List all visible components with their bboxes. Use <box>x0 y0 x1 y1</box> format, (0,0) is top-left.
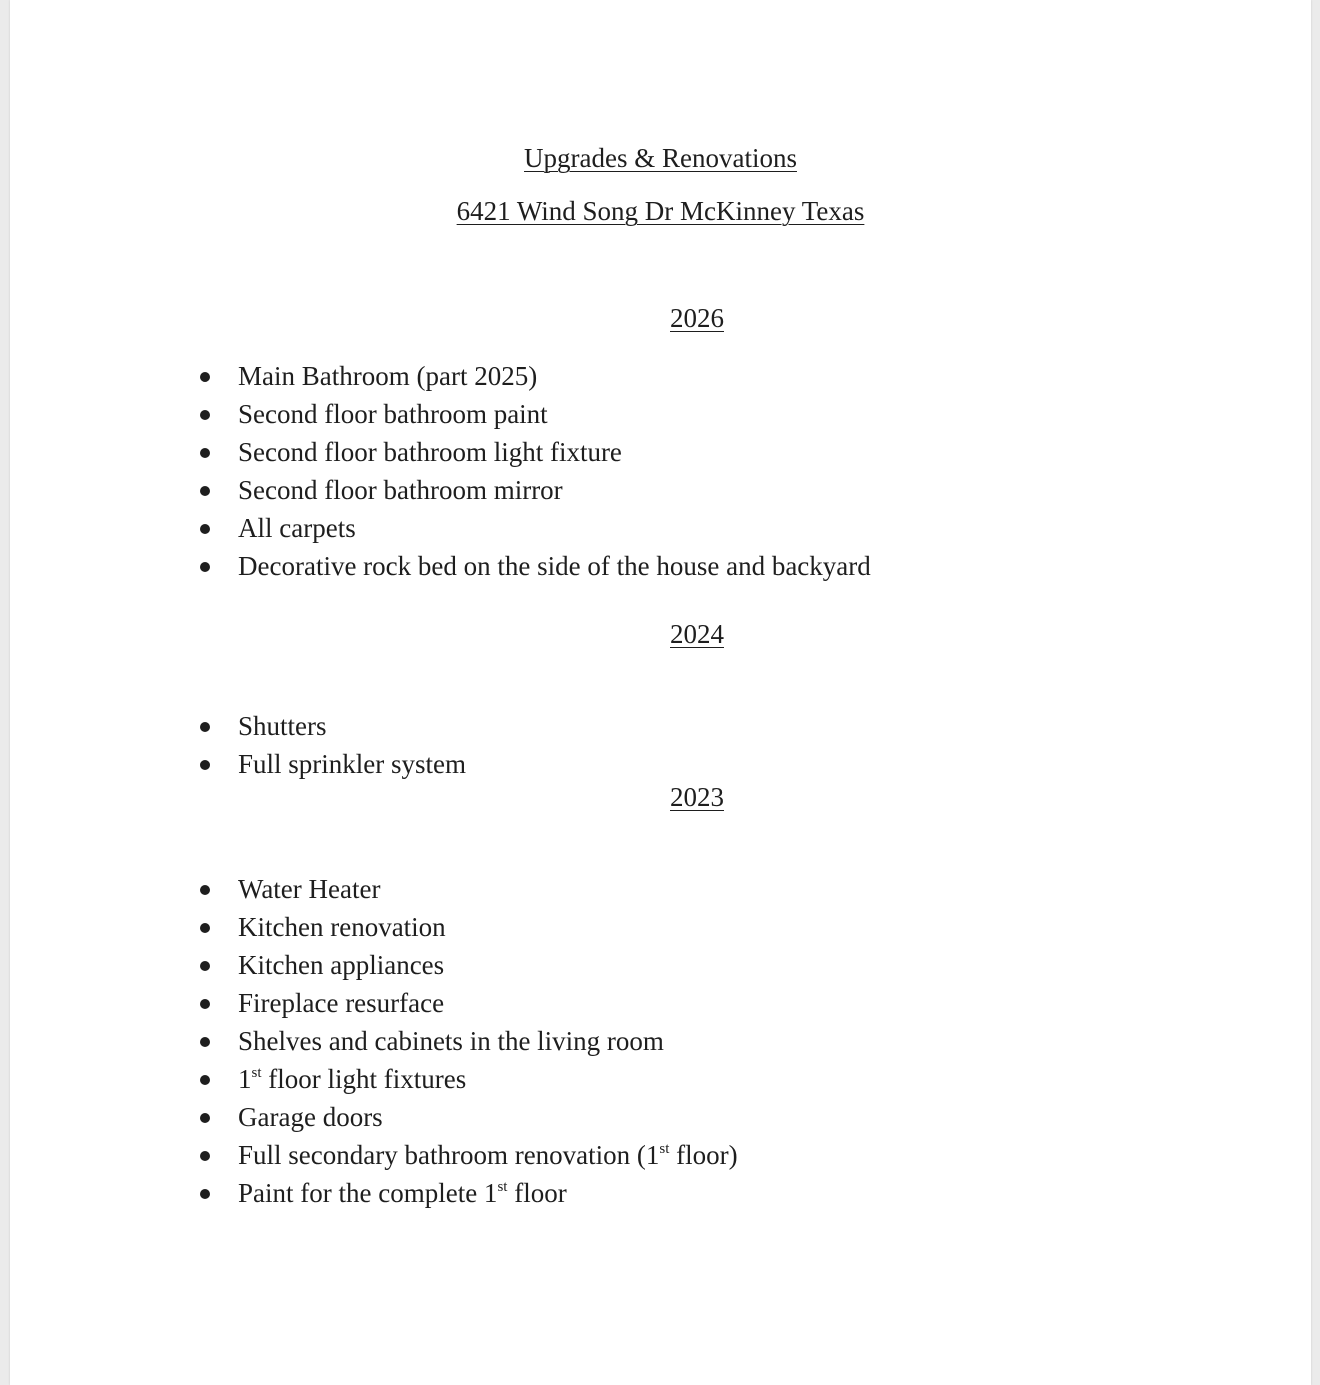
item-text: Decorative rock bed on the side of the house and backyard <box>238 551 871 581</box>
bullet-icon <box>200 372 210 382</box>
list-item <box>10 1022 738 1060</box>
item-text: Kitchen renovation <box>238 912 446 942</box>
item-text-post: floor <box>507 1178 567 1208</box>
list-item <box>10 870 738 908</box>
items-list-2026 <box>10 357 871 585</box>
list-item <box>10 509 871 547</box>
item-text-post: floor) <box>669 1140 738 1170</box>
section-year-2023: 2023 <box>670 782 724 812</box>
list-item <box>10 547 871 585</box>
item-text: Water Heater <box>238 874 381 904</box>
section-year-2024: 2024 <box>670 619 724 649</box>
bullet-icon <box>200 1113 210 1123</box>
bullet-icon <box>200 961 210 971</box>
item-text: Shutters <box>238 711 327 741</box>
item-text: Garage doors <box>238 1102 383 1132</box>
ordinal-suffix: st <box>497 1179 508 1195</box>
list-item <box>10 433 871 471</box>
item-text: Fireplace resurface <box>238 988 445 1018</box>
list-item <box>10 1174 738 1212</box>
item-text: All carpets <box>238 513 356 543</box>
list-item <box>10 984 738 1022</box>
item-text: Kitchen appliances <box>238 950 445 980</box>
bullet-icon <box>200 760 210 770</box>
item-text: Second floor bathroom mirror <box>238 475 563 505</box>
document-address: 6421 Wind Song Dr McKinney Texas <box>456 196 865 226</box>
item-text-post: floor light fixtures <box>261 1064 467 1094</box>
list-item <box>10 471 871 509</box>
item-text-pre: 1 <box>238 1064 252 1094</box>
list-item <box>10 395 871 433</box>
bullet-icon <box>200 1151 210 1161</box>
list-item <box>10 707 466 745</box>
item-text: Main Bathroom (part 2025) <box>238 361 538 391</box>
item-text-pre: Full secondary bathroom renovation (1 <box>238 1140 660 1170</box>
ordinal-suffix: st <box>251 1065 262 1081</box>
document-title: Upgrades & Renovations <box>524 143 797 173</box>
list-item <box>10 1136 738 1174</box>
list-item <box>10 1060 738 1098</box>
bullet-icon <box>200 410 210 420</box>
list-item <box>10 1098 738 1136</box>
list-item <box>10 357 871 395</box>
bullet-icon <box>200 562 210 572</box>
item-text: Shelves and cabinets in the living room <box>238 1026 664 1056</box>
bullet-icon <box>200 1189 210 1199</box>
bullet-icon <box>200 1075 210 1085</box>
bullet-icon <box>200 722 210 732</box>
bullet-icon <box>200 1037 210 1047</box>
bullet-icon <box>200 885 210 895</box>
bullet-icon <box>200 999 210 1009</box>
document-page <box>10 0 1311 1385</box>
item-text: Second floor bathroom paint <box>238 399 548 429</box>
bullet-icon <box>200 448 210 458</box>
bullet-icon <box>200 923 210 933</box>
item-text-pre: Paint for the complete 1 <box>238 1178 498 1208</box>
list-item <box>10 946 738 984</box>
section-year-2026: 2026 <box>670 303 724 333</box>
list-item <box>10 745 466 783</box>
items-list-2023 <box>10 870 738 1212</box>
ordinal-suffix: st <box>659 1141 670 1157</box>
items-list-2024 <box>10 707 466 783</box>
item-text: Second floor bathroom light fixture <box>238 437 622 467</box>
item-text: Full sprinkler system <box>238 749 466 779</box>
bullet-icon <box>200 524 210 534</box>
list-item <box>10 908 738 946</box>
bullet-icon <box>200 486 210 496</box>
